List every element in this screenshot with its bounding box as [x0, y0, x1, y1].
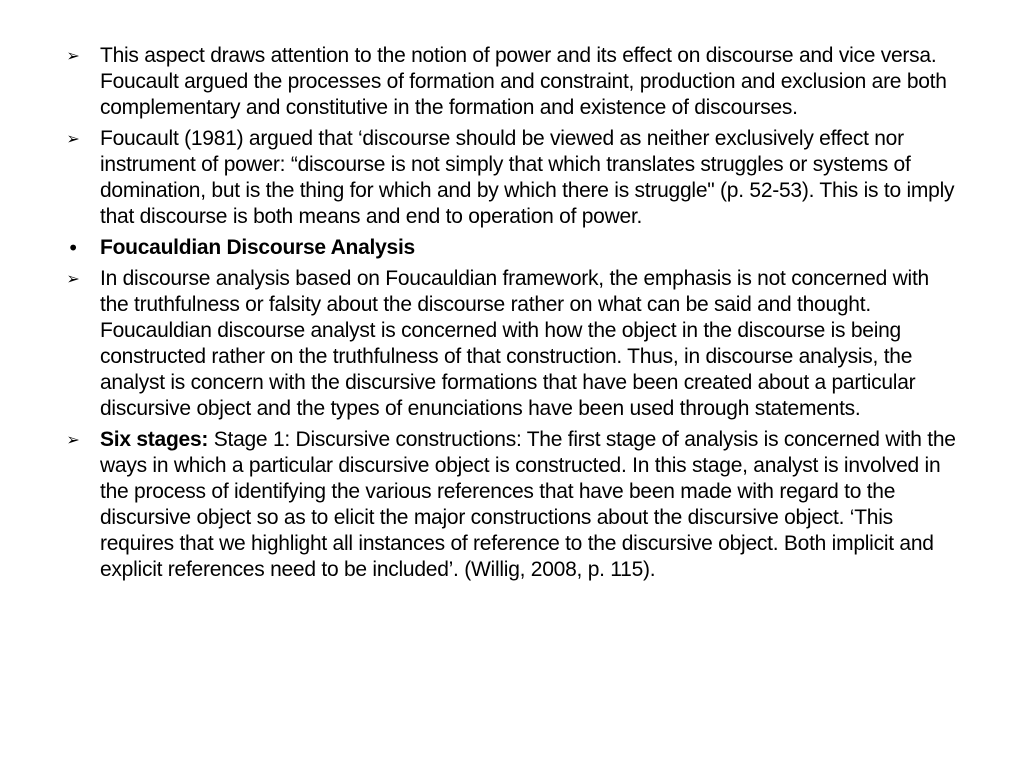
- bullet-item-power-discourse: [58, 43, 962, 121]
- bullet-list: [58, 43, 962, 583]
- arrow-bullet-icon: [60, 126, 86, 152]
- bullet-lead: Six stages:: [100, 428, 209, 451]
- bullet-text: In discourse analysis based on Foucauldian framework, the emphasis is not concerned with the truthfulness or falsity about the discourse rather on what can be said and thought. Foucauldian discourse analyst is concerned with how the object in the discourse is being constructed rather on the truthfulness of that construction. Thus, in discourse analysis, the analyst is concern with the discursive formations that have been created about a particular discursive object and the types of enunciations have been used through statements.: [100, 267, 929, 420]
- dot-bullet-icon: [60, 235, 86, 263]
- bullet-text: Foucault (1981) argued that ‘discourse should be viewed as neither exclusively effect nor instrument of power: “discourse is not simply that which translates struggles or systems of domination, but is the thing for which and by which there is struggle" (p. 52-53). This is to imply that discourse is both means and end to operation of power.: [100, 127, 955, 228]
- bullet-text: Stage 1: Discursive constructions: The first stage of analysis is concerned with the ways in which a particular discursive object is constructed. In this stage, analyst is involved in the process of identifying the various references that have been made with regard to the discursive object so as to elicit the major constructions about the discursive object. ‘This requires that we highlight all instances of reference to the discursive object. Both implicit and explicit references need to be included’. (Willig, 2008, p. 115).: [100, 428, 956, 581]
- bullet-item-foucault-1981: [58, 126, 962, 230]
- section-heading: Foucauldian Discourse Analysis: [100, 236, 415, 259]
- arrow-bullet-icon: [60, 266, 86, 292]
- bullet-item-fda-heading: [58, 235, 962, 261]
- bullet-item-six-stages: [58, 427, 962, 583]
- arrow-bullet-icon: [60, 43, 86, 69]
- arrow-bullet-icon: [60, 427, 86, 453]
- bullet-text: This aspect draws attention to the notion of power and its effect on discourse and vice versa. Foucault argued the processes of formation and constraint, production and exclusion are both complementary and constitutive in the formation and existence of discourses.: [100, 44, 947, 119]
- bullet-item-fda-framework: [58, 266, 962, 422]
